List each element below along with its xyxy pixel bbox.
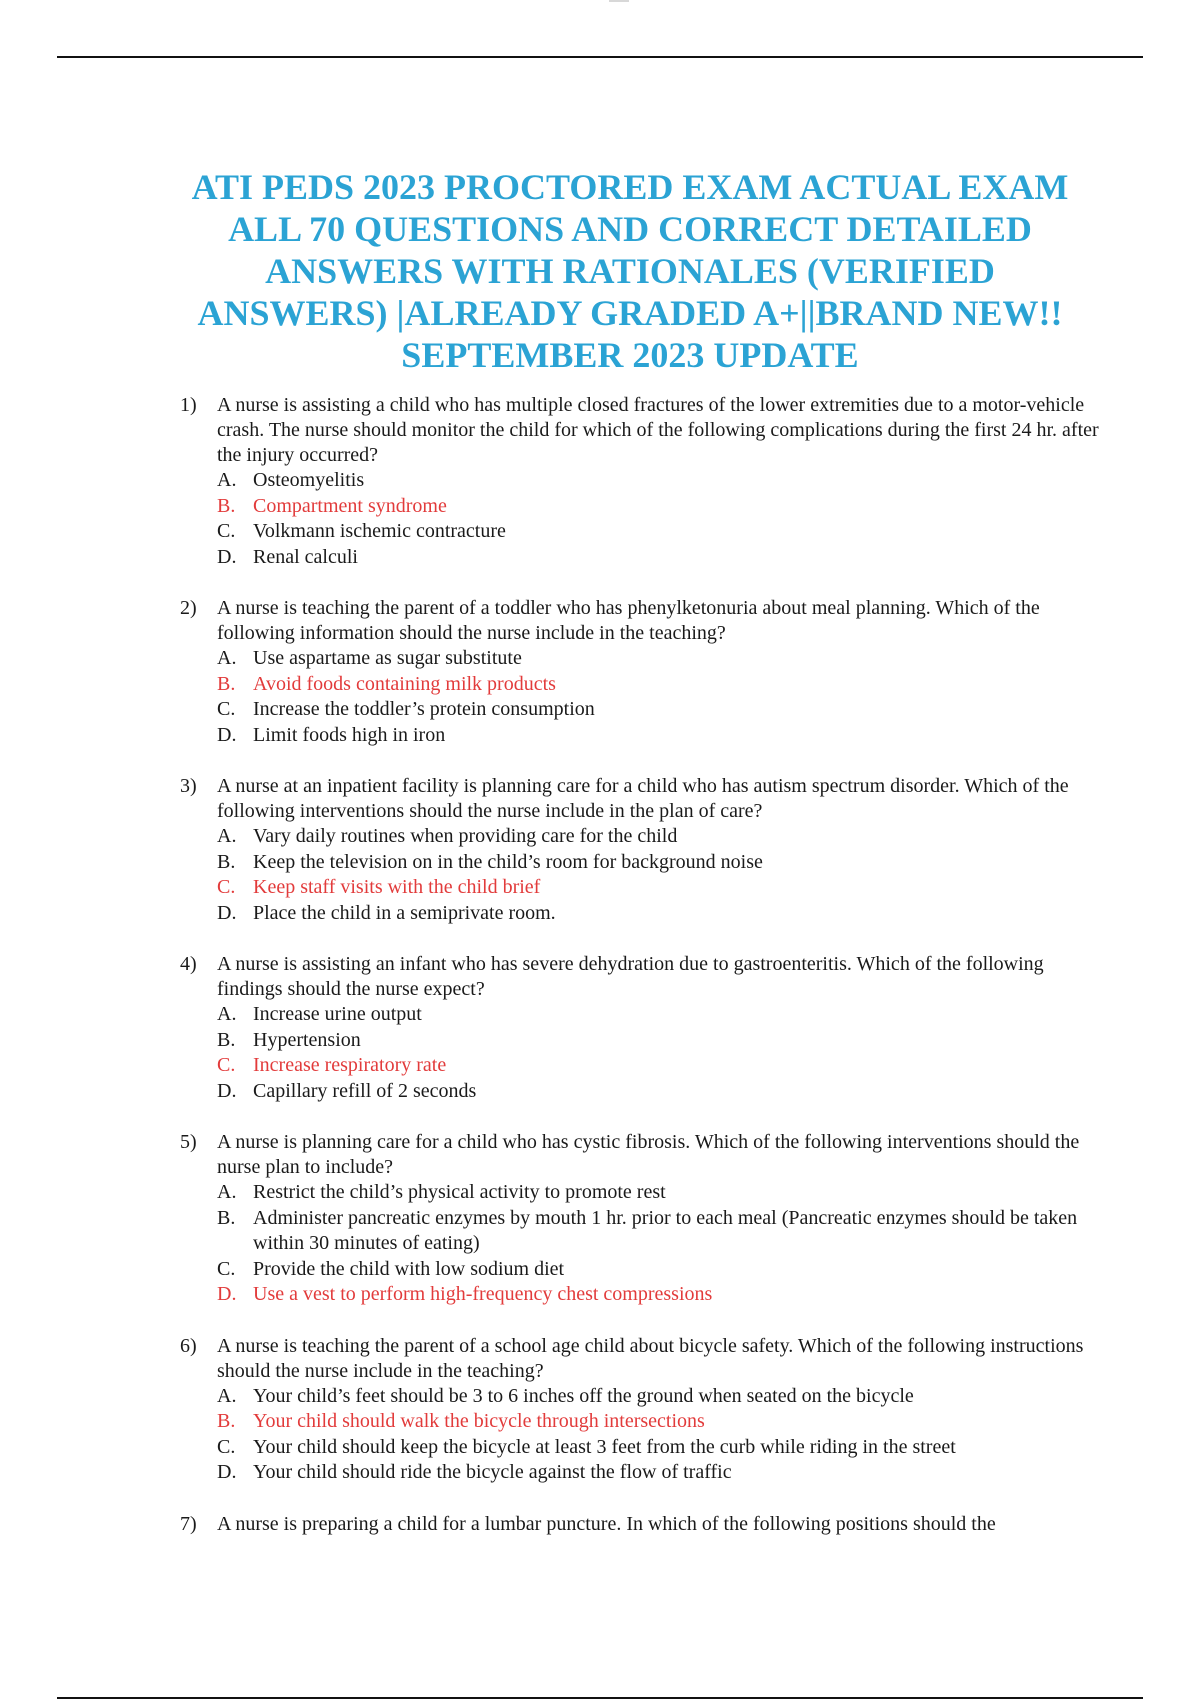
answer-option-correct <box>217 494 1100 520</box>
answer-option <box>217 1028 1100 1054</box>
answer-option-correct <box>217 1282 1100 1308</box>
answer-options <box>217 1002 1100 1104</box>
answer-option <box>217 697 1100 723</box>
question-text: A nurse is planning care for a child who has cystic fibrosis. Which of the following interventions should the nurse plan to include? <box>217 1131 1080 1178</box>
option-letter: C. <box>217 876 236 898</box>
option-letter: C. <box>217 520 236 542</box>
question-text: A nurse is preparing a child for a lumbar puncture. In which of the following positions should the <box>217 1512 996 1535</box>
answer-options <box>217 1180 1100 1308</box>
answer-option <box>217 1384 1100 1410</box>
answer-option <box>217 1002 1100 1028</box>
document-title: ATI PEDS 2023 PROCTORED EXAM ACTUAL EXAM ALL 70 QUESTIONS AND CORRECT DETAILED ANSWERS WITH RATIONALES (VERIFIED ANSWERS) |ALREADY GRADED A+||BRAND NEW!! SEPTEMBER 2023 UPDATE <box>191 167 1069 376</box>
option-text: Keep the television on in the child’s room for background noise <box>253 850 763 873</box>
question-text: A nurse is teaching the parent of a toddler who has phenylketonuria about meal planning. Which of the following information should the nurse include in the teaching? <box>217 597 1040 644</box>
option-letter: C. <box>217 1435 236 1458</box>
option-letter: D. <box>217 1461 237 1483</box>
answer-option <box>217 1257 1100 1283</box>
question-number: 1) <box>180 394 197 416</box>
option-letter: A. <box>217 1003 237 1025</box>
question-5 <box>180 1130 1100 1308</box>
option-letter: B. <box>217 850 236 873</box>
option-letter: A. <box>217 647 237 669</box>
question-text: A nurse is teaching the parent of a school age child about bicycle safety. Which of the following instructions should the nurse include in the teaching? <box>217 1334 1084 1382</box>
answer-option <box>217 1460 1100 1486</box>
option-text: Use aspartame as sugar substitute <box>253 647 522 669</box>
option-text: Use a vest to perform high-frequency chest compressions <box>253 1283 713 1305</box>
option-text: Your child should keep the bicycle at least 3 feet from the curb while riding in the street <box>253 1435 956 1458</box>
answer-option <box>217 723 1100 749</box>
option-letter: A. <box>217 1384 237 1407</box>
answer-option-correct <box>217 1053 1100 1079</box>
option-text: Volkmann ischemic contracture <box>253 520 506 542</box>
option-text: Increase the toddler’s protein consumption <box>253 698 595 720</box>
question-number: 7) <box>180 1512 197 1535</box>
option-letter: B. <box>217 494 236 517</box>
answer-option <box>217 519 1100 545</box>
question-number: 6) <box>180 1334 197 1357</box>
answer-option <box>217 1079 1100 1105</box>
option-text: Renal calculi <box>253 545 358 568</box>
option-text: Hypertension <box>253 1028 361 1051</box>
option-letter: A. <box>217 1181 237 1203</box>
question-text: A nurse is assisting an infant who has severe dehydration due to gastroenteritis. Which of the following findings should the nurse expect? <box>217 953 1044 1000</box>
option-letter: B. <box>217 672 236 695</box>
question-1 <box>180 393 1100 570</box>
answer-options <box>217 468 1100 570</box>
answer-option <box>217 901 1100 927</box>
option-text: Provide the child with low sodium diet <box>253 1257 565 1280</box>
question-number: 3) <box>180 775 197 797</box>
option-text: Your child’s feet should be 3 to 6 inches off the ground when seated on the bicycle <box>253 1384 914 1407</box>
answer-options <box>217 824 1100 926</box>
option-text: Place the child in a semiprivate room. <box>253 901 556 924</box>
option-text: Increase urine output <box>253 1003 422 1025</box>
option-text: Restrict the child’s physical activity to promote rest <box>253 1181 666 1203</box>
header-rule <box>57 56 1143 58</box>
question-4 <box>180 952 1100 1104</box>
option-text: Avoid foods containing milk products <box>253 672 556 695</box>
question-number: 2) <box>180 597 197 619</box>
question-3 <box>180 774 1100 926</box>
question-list <box>180 393 1100 1563</box>
answer-options <box>217 1384 1100 1486</box>
option-letter: C. <box>217 1257 236 1280</box>
footer-rule <box>57 1697 1143 1699</box>
answer-option-correct <box>217 1409 1100 1435</box>
option-letter: A. <box>217 825 237 847</box>
option-text: Capillary refill of 2 seconds <box>253 1079 477 1102</box>
option-letter: B. <box>217 1206 236 1229</box>
option-text: Vary daily routines when providing care for the child <box>253 825 678 847</box>
question-number: 4) <box>180 953 197 975</box>
option-letter: D. <box>217 1283 237 1305</box>
question-7 <box>180 1512 1100 1537</box>
option-letter: B. <box>217 1028 236 1051</box>
option-text: Keep staff visits with the child brief <box>253 876 541 898</box>
answer-option <box>217 1206 1100 1257</box>
answer-option <box>217 468 1100 494</box>
answer-option <box>217 850 1100 876</box>
option-text: Osteomyelitis <box>253 469 365 491</box>
answer-option <box>217 1180 1100 1206</box>
option-letter: A. <box>217 469 237 491</box>
question-text: A nurse at an inpatient facility is planning care for a child who has autism spectrum disorder. Which of the following interventions should the nurse include in the plan of care? <box>217 775 1069 822</box>
question-2 <box>180 596 1100 748</box>
option-text: Increase respiratory rate <box>253 1054 447 1076</box>
option-letter: C. <box>217 1054 236 1076</box>
answer-option <box>217 824 1100 850</box>
option-text: Administer pancreatic enzymes by mouth 1 hr. prior to each meal (Pancreatic enzymes should be taken within 30 minutes of eating) <box>253 1206 1078 1254</box>
option-letter: D. <box>217 545 237 568</box>
answer-option-correct <box>217 672 1100 698</box>
option-text: Compartment syndrome <box>253 494 447 517</box>
answer-option <box>217 646 1100 672</box>
answer-options <box>217 646 1100 748</box>
option-letter: D. <box>217 723 237 746</box>
question-6 <box>180 1334 1100 1486</box>
answer-option-correct <box>217 875 1100 901</box>
option-text: Your child should walk the bicycle through intersections <box>253 1410 705 1432</box>
question-text: A nurse is assisting a child who has multiple closed fractures of the lower extremities due to a motor-vehicle crash. The nurse should monitor the child for which of the following complications during the first 24 hr. after the injury occurred? <box>217 394 1099 466</box>
option-letter: C. <box>217 698 236 720</box>
option-text: Limit foods high in iron <box>253 723 446 746</box>
question-number: 5) <box>180 1131 197 1153</box>
option-letter: B. <box>217 1410 236 1432</box>
option-letter: D. <box>217 1079 237 1102</box>
answer-option <box>217 545 1100 571</box>
answer-option <box>217 1435 1100 1461</box>
page-top-marker <box>609 0 629 2</box>
option-letter: D. <box>217 901 237 924</box>
option-text: Your child should ride the bicycle against the flow of traffic <box>253 1461 732 1483</box>
